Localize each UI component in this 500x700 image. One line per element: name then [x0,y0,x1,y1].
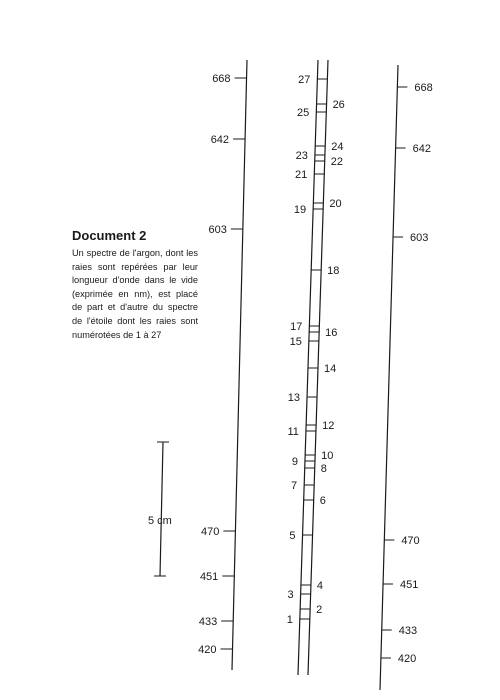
star-line-number-label: 14 [323,363,337,375]
star-line-number-label: 19 [293,204,307,216]
star-line-number-label: 27 [298,74,311,86]
right-ref-wavelength-label: 642 [412,143,431,155]
left-ref-wavelength-label: 420 [198,644,217,656]
right-ref-wavelength-label: 420 [397,653,417,665]
left-ref-wavelength-label: 642 [210,134,230,146]
star-line-number-label: 23 [295,150,308,162]
left-ref-wavelength-label: 451 [199,571,219,583]
left-ref-wavelength-label: 603 [208,224,227,236]
right-ref-wavelength-label: 470 [401,535,420,547]
star-line-number-label: 12 [322,420,335,432]
star-line-number-label: 3 [287,589,294,601]
right-ref-wavelength-label: 668 [414,82,433,94]
star-line-number-label: 10 [321,450,334,462]
star-line-number-label: 13 [287,392,301,404]
star-line-number-label: 26 [332,99,345,111]
right-ref-wavelength-label: 451 [400,579,419,591]
star-line-number-label: 1 [286,614,293,626]
star-line-number-label: 8 [320,463,327,475]
document-caption: Un spectre de l'argon, dont les raies sont repérées par leur longueur d'onde dans le vide (exprimée en nm), est placé de part et d'autre du spectre de l'étoile dont les raies sont numérotées de 1 à 27 [72,248,198,340]
star-line-number-label: 6 [319,495,326,507]
star-line-number-label: 20 [329,198,342,210]
star-line-number-label: 16 [325,327,338,339]
right-argon-spectrum-line [380,65,398,690]
right-ref-wavelength-label: 433 [398,625,418,637]
left-ref-wavelength-label: 433 [198,616,218,628]
star-line-labels [287,74,345,626]
left-argon-spectrum-line [232,60,247,670]
star-line-number-label: 22 [330,156,343,168]
scale-bar-label: 5 cm [148,515,172,527]
star-line-number-label: 7 [291,480,298,492]
scale-bar [160,442,163,576]
star-line-number-label: 24 [331,141,344,153]
star-line-number-label: 11 [287,426,299,438]
star-line-number-label: 18 [327,265,340,277]
star-line-number-label: 5 [289,530,296,542]
star-line-number-label: 15 [289,336,302,348]
right-ref-wavelength-label: 603 [410,232,429,244]
star-line-number-label: 9 [291,456,298,468]
star-line-number-label: 21 [295,169,308,181]
left-ref-wavelength-label: 470 [201,526,220,538]
star-line-number-label: 25 [297,107,310,119]
star-line-number-label: 17 [290,321,303,333]
star-line-number-label: 2 [316,604,323,616]
document-title: Document 2 [72,228,147,243]
star-line-number-label: 4 [316,580,324,592]
left-ref-wavelength-label: 668 [212,73,231,85]
